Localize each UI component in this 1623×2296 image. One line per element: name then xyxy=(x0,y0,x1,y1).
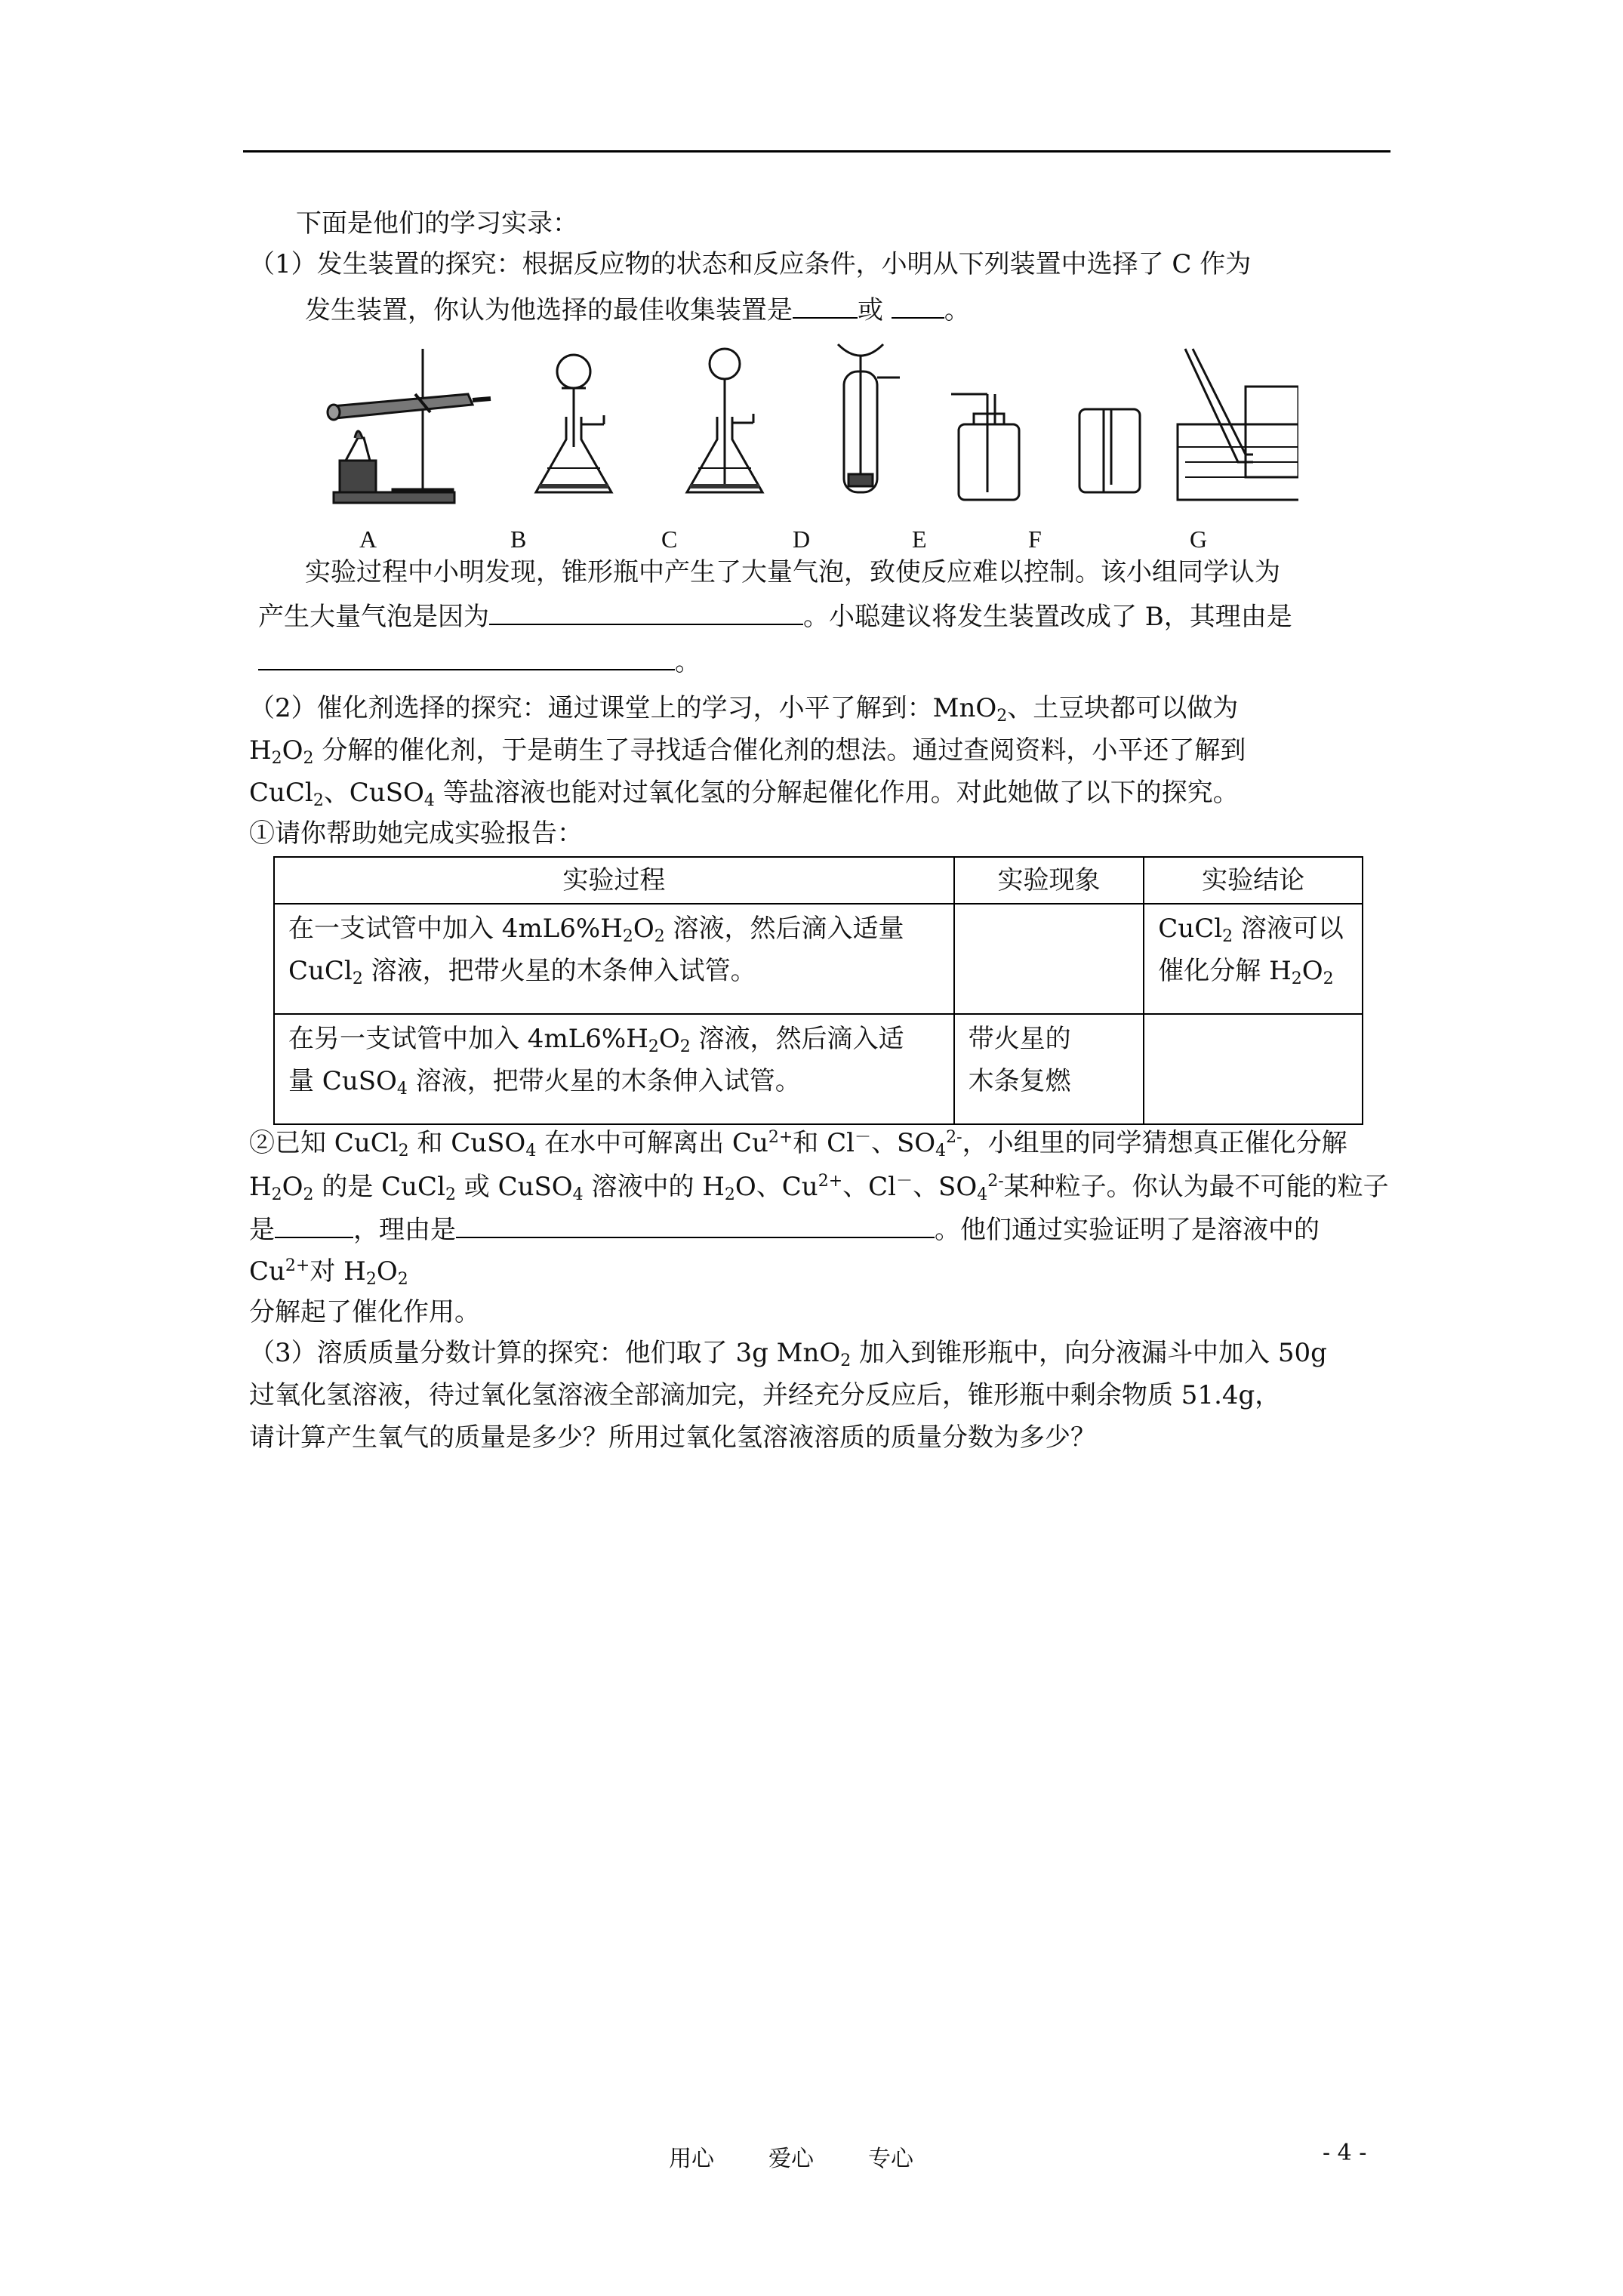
intro-text: 下面是他们的学习实录： xyxy=(296,208,578,239)
subscript: 4 xyxy=(572,1185,584,1204)
answer-blank xyxy=(793,294,858,319)
cell-text: 在一支试管中加入 4mL6%H xyxy=(288,914,623,944)
subscript: 2 xyxy=(445,1185,456,1204)
text: 的是 CuCl xyxy=(313,1172,445,1202)
text: ，理由是 xyxy=(353,1215,456,1245)
h2o2-formula: $H_2O_2$ xyxy=(249,735,314,768)
apparatus-b-icon xyxy=(536,355,611,492)
text: O xyxy=(376,1256,398,1287)
cell-text: 量 CuSO xyxy=(288,1066,397,1096)
table-row xyxy=(274,1014,1363,1124)
subscript: 2 xyxy=(654,927,665,946)
text: 和 CuSO xyxy=(408,1128,526,1158)
footer-motto-2: 爱心 xyxy=(768,2146,814,2172)
q2-sub2-line3 xyxy=(249,1214,1320,1245)
apparatus-label-f: F xyxy=(1028,525,1042,553)
table-cell-conclusion xyxy=(1144,904,1363,1014)
apparatus-label-c: C xyxy=(661,525,678,553)
table-cell-process xyxy=(274,904,954,1014)
subscript: 2 xyxy=(840,1351,852,1370)
text: 或 CuSO xyxy=(455,1172,573,1202)
q1-obs-end: 。 xyxy=(675,647,701,677)
cell-text: 木条复燃 xyxy=(968,1066,1071,1096)
subscript: 2 xyxy=(622,927,633,946)
answer-blank xyxy=(275,1214,353,1238)
cell-text: 溶液，把带火星的木条伸入试管。 xyxy=(362,956,756,986)
text: 某种粒子。你认为最不可能的粒子 xyxy=(1003,1172,1389,1202)
footer-motto-3: 专心 xyxy=(868,2146,913,2172)
text: 在水中可解离出 Cu xyxy=(536,1128,768,1158)
table-cell-conclusion-blank xyxy=(1144,1014,1363,1124)
text: 对 H xyxy=(310,1256,366,1287)
q2-line2 xyxy=(249,735,1246,766)
text: ②已知 CuCl xyxy=(249,1128,399,1158)
table-cell-process xyxy=(274,1014,954,1124)
subscript: 2 xyxy=(397,1270,408,1289)
cu-ion: $Cu^{2+}$ xyxy=(249,1256,310,1287)
subscript: 2 xyxy=(996,707,1008,726)
q2-sub2-line2 xyxy=(249,1172,1389,1202)
superscript: 2- xyxy=(946,1128,962,1147)
q1-observation-line3 xyxy=(258,646,701,677)
footer-motto-1: 用心 xyxy=(669,2146,714,2172)
text: 是 xyxy=(249,1215,275,1245)
q1-line1: （1）发生装置的探究：根据反应物的状态和反应条件，小明从下列装置中选择了 C 作为 xyxy=(249,249,1252,279)
apparatus-label-b: B xyxy=(510,525,527,553)
apparatus-a-icon xyxy=(328,349,491,503)
q1-observation-line2 xyxy=(258,601,1292,632)
superscript: 2- xyxy=(987,1172,1004,1191)
q2-line1 xyxy=(249,693,1239,726)
q3-line1 xyxy=(249,1338,1327,1368)
q1-or: 或 xyxy=(858,295,883,325)
apparatus-f-icon xyxy=(1079,409,1140,492)
apparatus-d-icon xyxy=(838,344,900,492)
q2-sub2-line1 xyxy=(249,1128,1347,1158)
cell-text: 溶液可以 xyxy=(1233,914,1344,944)
cell-text: CuCl xyxy=(288,956,353,986)
text: 。他们通过实验证明了是溶液中的 xyxy=(935,1215,1320,1245)
q2-sub2-line4 xyxy=(249,1256,408,1287)
table-header-process: 实验过程 xyxy=(274,857,954,904)
answer-blank xyxy=(892,294,944,319)
superscript: 2+ xyxy=(818,1172,843,1191)
subscript: 4 xyxy=(525,1142,537,1160)
subscript: 4 xyxy=(977,1185,988,1204)
q1-obs-text: 产生大量气泡是因为 xyxy=(258,602,489,632)
cell-text: 催化分解 H xyxy=(1158,956,1292,986)
text: （3）溶质质量分数计算的探究：他们取了 3g MnO xyxy=(249,1338,841,1368)
subscript: 2 xyxy=(648,1037,659,1056)
q1-obs-text-b: 。小聪建议将发生装置改成了 B，其理由是 xyxy=(803,602,1292,632)
text: 、Cl xyxy=(842,1172,897,1202)
table-cell-phenomenon-blank xyxy=(954,904,1144,1014)
table-header-phenomenon: 实验现象 xyxy=(954,857,1144,904)
q3-line3: 请计算产生氧气的质量是多少？所用过氧化氢溶液溶质的质量分数为多少？ xyxy=(249,1422,1096,1453)
cell-text: O xyxy=(1301,956,1323,986)
table-row xyxy=(274,904,1363,1014)
q2-line3-text: 等盐溶液也能对过氧化氢的分解起催化作用。对此她做了以下的探究。 xyxy=(442,778,1239,808)
cell-text: CuCl xyxy=(1158,914,1223,944)
subscript: 2 xyxy=(679,1037,691,1056)
cell-text: 带火星的 xyxy=(968,1024,1071,1054)
subscript: 2 xyxy=(1323,969,1334,988)
answer-blank xyxy=(456,1214,935,1238)
cell-text: 在另一支试管中加入 4mL6%H xyxy=(288,1024,648,1054)
subscript: 4 xyxy=(396,1080,408,1099)
apparatus-e-icon xyxy=(951,394,1019,500)
table-cell-phenomenon xyxy=(954,1014,1144,1124)
header-rule xyxy=(243,150,1390,153)
apparatus-c-icon xyxy=(687,349,762,492)
apparatus-label-g: G xyxy=(1190,525,1208,553)
apparatus-label-e: E xyxy=(912,525,927,553)
q2-line1-text: （2）催化剂选择的探究：通过课堂上的学习，小平了解到：MnO xyxy=(249,693,997,723)
superscript: － xyxy=(854,1128,871,1147)
q3-line2: 过氧化氢溶液，待过氧化氢溶液全部滴加完，并经充分反应后，锥形瓶中剩余物质 51.4g， xyxy=(249,1380,1281,1410)
apparatus-label-a: A xyxy=(359,525,377,553)
experiment-report-table xyxy=(273,856,1363,1125)
page-number: - 4 - xyxy=(1323,2140,1367,2166)
q2-line1-end: 、土豆块都可以做为 xyxy=(1007,693,1239,723)
q2-sub2-line5: 分解起了催化作用。 xyxy=(249,1297,480,1327)
text: 加入到锥形瓶中，向分液漏斗中加入 50g xyxy=(851,1338,1327,1368)
cell-text: 溶液，把带火星的木条伸入试管。 xyxy=(407,1066,801,1096)
cell-text: 溶液，然后滴入适量 xyxy=(664,914,904,944)
text: 溶液中的 H xyxy=(583,1172,725,1202)
answer-blank xyxy=(489,601,803,625)
text: 、SO xyxy=(871,1128,936,1158)
subscript: 2 xyxy=(365,1270,377,1289)
q1-observation-line1: 实验过程中小明发现，锥形瓶中产生了大量气泡，致使反应难以控制。该小组同学认为 xyxy=(305,557,1280,587)
h2o2-formula: $H_2O_2$ xyxy=(249,1172,314,1204)
text: 和 Cl xyxy=(793,1128,855,1158)
q1-period: 。 xyxy=(944,295,970,325)
q1-line2 xyxy=(305,294,970,325)
table-header-conclusion: 实验结论 xyxy=(1144,857,1363,904)
apparatus-g-icon xyxy=(1178,349,1298,500)
cell-text: O xyxy=(633,914,654,944)
q2-sub1: ①请你帮助她完成实验报告： xyxy=(249,818,583,849)
subscript: 2 xyxy=(724,1185,735,1204)
q2-line3 xyxy=(249,778,1239,808)
apparatus-label-d: D xyxy=(793,525,811,553)
salt-formulas: CuCl$_2$、CuSO$_4$ xyxy=(249,778,435,810)
superscript: 2+ xyxy=(768,1128,793,1147)
subscript: 2 xyxy=(398,1142,409,1160)
subscript: 2 xyxy=(1222,927,1233,946)
table-header-row xyxy=(274,857,1363,904)
subscript: 4 xyxy=(935,1142,947,1160)
text: ，小组里的同学猜想真正催化分解 xyxy=(962,1128,1347,1158)
answer-blank xyxy=(258,646,675,670)
cell-text: 溶液，然后滴入适 xyxy=(690,1024,904,1054)
q1-line2-text: 发生装置，你认为他选择的最佳收集装置是 xyxy=(305,295,793,325)
superscript: － xyxy=(896,1172,913,1191)
subscript: 2 xyxy=(1291,969,1302,988)
subscript: 2 xyxy=(352,969,363,988)
cell-text: O xyxy=(658,1024,680,1054)
text: 、SO xyxy=(913,1172,978,1202)
text: O、Cu xyxy=(735,1172,818,1202)
q2-line2-text: 分解的催化剂，于是萌生了寻找适合催化剂的想法。通过查阅资料，小平还了解到 xyxy=(322,735,1246,766)
